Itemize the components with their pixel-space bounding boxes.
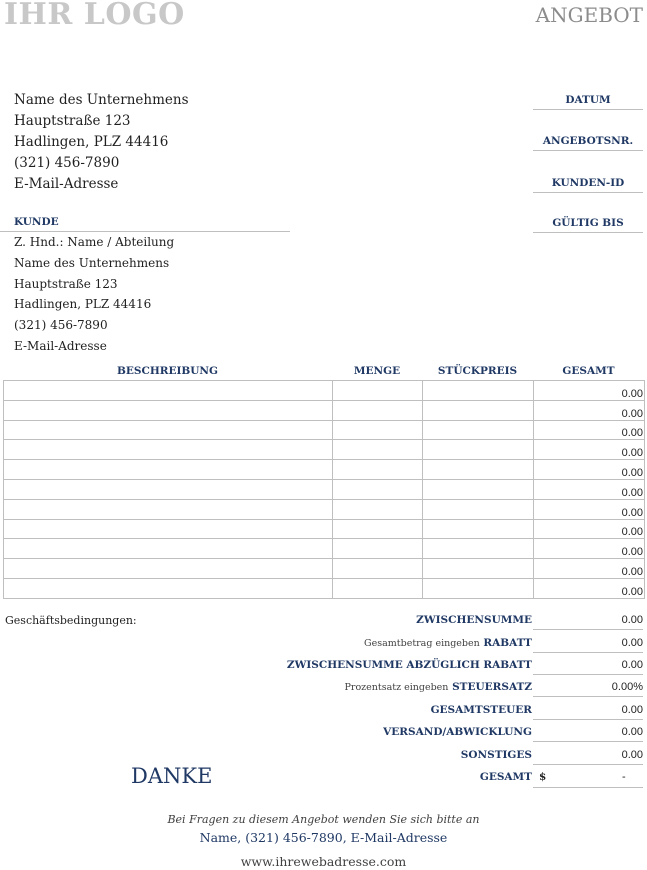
item-unit-price-cell[interactable] — [423, 578, 534, 598]
item-unit-price-cell[interactable] — [423, 539, 534, 559]
subtotal-less-discount-value[interactable]: 0.00 — [533, 659, 643, 675]
table-row — [4, 400, 645, 420]
table-row — [4, 499, 645, 519]
company-name: Name des Unternehmens — [14, 92, 189, 108]
quote-number-label: ANGEBOTSNR. — [533, 135, 643, 151]
table-row — [4, 381, 645, 401]
item-quantity-cell[interactable] — [333, 400, 423, 420]
item-description-cell[interactable] — [4, 460, 333, 480]
discount-hint: Gesamtbetrag eingeben — [364, 638, 480, 649]
col-header-unit-price: STÜCKPREIS — [437, 365, 518, 377]
subtotal-label: ZWISCHENSUMME — [416, 614, 532, 626]
table-row — [4, 578, 645, 598]
col-header-description: BESCHREIBUNG — [117, 365, 218, 377]
logo-placeholder: IHR LOGO — [4, 0, 185, 32]
item-total-cell[interactable]: 0.00 — [534, 440, 645, 460]
item-total-cell[interactable]: 0.00 — [534, 460, 645, 480]
item-total-cell[interactable]: 0.00 — [534, 519, 645, 539]
line-items-table — [3, 380, 645, 599]
grand-total-currency: $ — [539, 771, 547, 783]
item-unit-price-cell[interactable] — [423, 499, 534, 519]
item-quantity-cell[interactable] — [333, 440, 423, 460]
item-description-cell[interactable] — [4, 578, 333, 598]
table-row — [4, 479, 645, 499]
item-description-cell[interactable] — [4, 381, 333, 401]
item-description-cell[interactable] — [4, 499, 333, 519]
grand-total-value[interactable]: - — [622, 771, 626, 783]
date-label: DATUM — [533, 94, 643, 110]
subtotal-value[interactable]: 0.00 — [533, 614, 643, 630]
item-description-cell[interactable] — [4, 420, 333, 440]
item-quantity-cell[interactable] — [333, 479, 423, 499]
table-row — [4, 420, 645, 440]
item-quantity-cell[interactable] — [333, 420, 423, 440]
item-description-cell[interactable] — [4, 559, 333, 579]
item-quantity-cell[interactable] — [333, 460, 423, 480]
item-total-cell[interactable]: 0.00 — [534, 578, 645, 598]
item-quantity-cell[interactable] — [333, 499, 423, 519]
terms-label: Geschäftsbedingungen: — [5, 614, 137, 627]
item-unit-price-cell[interactable] — [423, 400, 534, 420]
col-header-total: GESAMT — [562, 365, 615, 377]
company-street: Hauptstraße 123 — [14, 113, 131, 129]
client-label: KUNDE — [14, 216, 59, 228]
grand-total-label: GESAMT — [479, 771, 532, 783]
tax-rate-label: STEUERSATZ — [452, 681, 532, 693]
other-value[interactable]: 0.00 — [533, 749, 643, 765]
client-email: E-Mail-Adresse — [14, 339, 107, 353]
item-unit-price-cell[interactable] — [423, 559, 534, 579]
total-tax-value[interactable]: 0.00 — [533, 704, 643, 720]
discount-value[interactable]: 0.00 — [533, 637, 643, 653]
document-title: ANGEBOT — [535, 3, 643, 27]
table-row — [4, 559, 645, 579]
client-divider — [0, 231, 290, 232]
table-row — [4, 460, 645, 480]
tax-rate-row-label — [345, 681, 532, 693]
item-total-cell[interactable]: 0.00 — [534, 479, 645, 499]
table-row — [4, 539, 645, 559]
item-quantity-cell[interactable] — [333, 381, 423, 401]
customer-id-label: KUNDEN-ID — [533, 177, 643, 193]
tax-rate-hint: Prozentsatz eingeben — [344, 682, 449, 693]
tax-rate-value[interactable]: 0.00% — [533, 681, 643, 697]
item-description-cell[interactable] — [4, 519, 333, 539]
other-label: SONSTIGES — [460, 749, 532, 761]
total-tax-label: GESAMTSTEUER — [430, 704, 532, 716]
item-quantity-cell[interactable] — [333, 539, 423, 559]
item-total-cell[interactable]: 0.00 — [534, 539, 645, 559]
table-row — [4, 440, 645, 460]
shipping-label: VERSAND/ABWICKLUNG — [383, 726, 532, 738]
item-unit-price-cell[interactable] — [423, 381, 534, 401]
item-total-cell[interactable]: 0.00 — [534, 499, 645, 519]
grand-total-divider — [533, 787, 643, 788]
item-description-cell[interactable] — [4, 479, 333, 499]
item-description-cell[interactable] — [4, 539, 333, 559]
client-name: Name des Unternehmens — [14, 256, 170, 270]
company-email: E-Mail-Adresse — [14, 176, 119, 192]
valid-until-label: GÜLTIG BIS — [533, 217, 643, 233]
client-attention: Z. Hnd.: Name / Abteilung — [14, 235, 175, 249]
col-header-quantity: MENGE — [353, 365, 401, 377]
footer-website[interactable]: www.ihrewebadresse.com — [240, 854, 407, 869]
discount-row-label — [364, 637, 532, 649]
item-unit-price-cell[interactable] — [423, 420, 534, 440]
company-phone: (321) 456-7890 — [14, 155, 120, 171]
footer-question: Bei Fragen zu diesem Angebot wenden Sie sich bitte an — [167, 813, 480, 826]
client-street: Hauptstraße 123 — [14, 277, 118, 291]
table-row — [4, 519, 645, 539]
footer-contact: Name, (321) 456-7890, E-Mail-Adresse — [199, 830, 448, 845]
item-unit-price-cell[interactable] — [423, 479, 534, 499]
item-quantity-cell[interactable] — [333, 519, 423, 539]
discount-label: RABATT — [483, 637, 532, 649]
item-description-cell[interactable] — [4, 440, 333, 460]
thank-you-text: DANKE — [131, 764, 213, 788]
item-total-cell[interactable]: 0.00 — [534, 559, 645, 579]
item-total-cell[interactable]: 0.00 — [534, 381, 645, 401]
item-quantity-cell[interactable] — [333, 559, 423, 579]
item-total-cell[interactable]: 0.00 — [534, 420, 645, 440]
item-total-cell[interactable]: 0.00 — [534, 400, 645, 420]
item-description-cell[interactable] — [4, 400, 333, 420]
item-unit-price-cell[interactable] — [423, 519, 534, 539]
client-city: Hadlingen, PLZ 44416 — [14, 297, 152, 311]
item-quantity-cell[interactable] — [333, 578, 423, 598]
subtotal-less-discount-label: ZWISCHENSUMME ABZÜGLICH RABATT — [286, 659, 532, 671]
client-phone: (321) 456-7890 — [14, 318, 108, 332]
item-unit-price-cell[interactable] — [423, 440, 534, 460]
shipping-value[interactable]: 0.00 — [533, 726, 643, 742]
item-unit-price-cell[interactable] — [423, 460, 534, 480]
company-city: Hadlingen, PLZ 44416 — [14, 134, 169, 150]
